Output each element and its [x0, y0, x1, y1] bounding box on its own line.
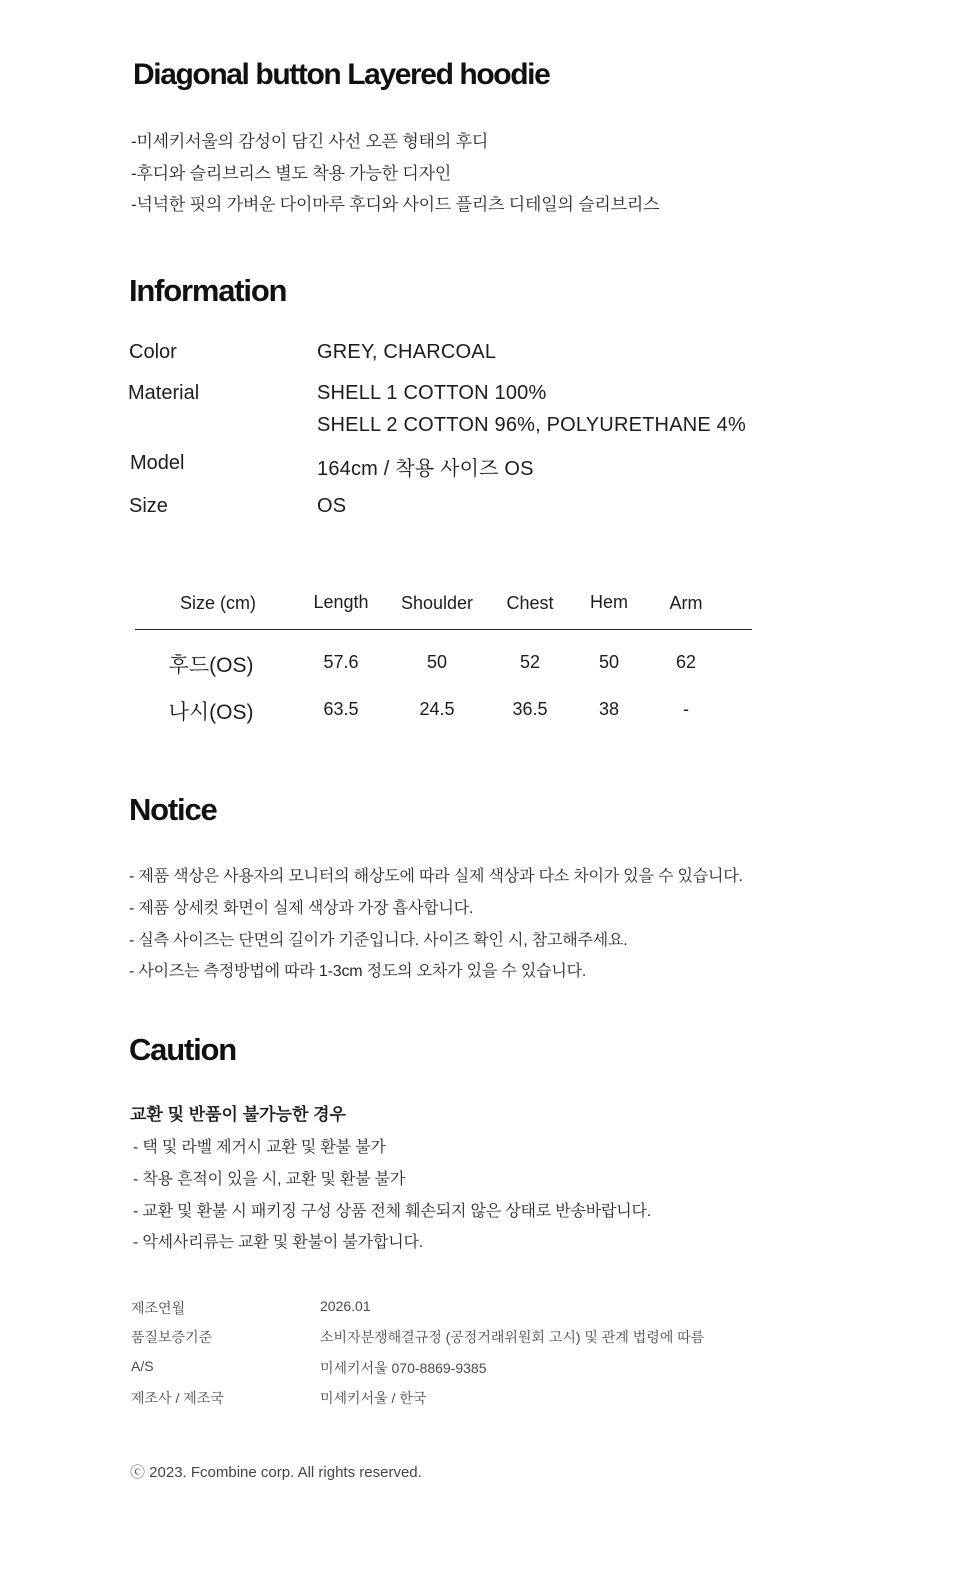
size-table-header-shoulder: Shoulder — [400, 593, 474, 613]
info-label-model: Model — [130, 452, 185, 474]
meta-label-manufacture-date: 제조연월 — [131, 1300, 186, 1316]
size-table-cell: - — [683, 699, 689, 719]
description-line-1: -미세키서울의 감성이 담긴 사선 오픈 형태의 후디 — [131, 132, 489, 151]
size-table-cell: 24.5 — [419, 699, 455, 719]
size-table-divider — [135, 629, 752, 630]
meta-value-quality-standard: 소비자분쟁해결규정 (공정거래위원회 고시) 및 관계 법령에 따름 — [320, 1329, 705, 1345]
size-table-header-chest: Chest — [506, 593, 554, 613]
description-line-2: -후디와 슬리브리스 별도 착용 가능한 디자인 — [131, 164, 452, 183]
caution-line: - 착용 흔적이 있을 시, 교환 및 환불 불가 — [133, 1171, 406, 1188]
description-line-3: -넉넉한 핏의 가벼운 다이마루 후디와 사이드 플리츠 디테일의 슬리브리스 — [131, 195, 660, 214]
product-title: Diagonal button Layered hoodie — [133, 58, 550, 91]
notice-line: - 사이즈는 측정방법에 따라 1-3cm 정도의 오차가 있을 수 있습니다. — [129, 963, 587, 980]
size-table-cell: 63.5 — [323, 699, 359, 719]
size-table-cell: 50 — [426, 652, 448, 672]
caution-line: - 교환 및 환불 시 패키징 구성 상품 전체 훼손되지 않은 상태로 반송바랍니다. — [133, 1203, 651, 1220]
caution-line: - 택 및 라벨 제거시 교환 및 환불 불가 — [133, 1139, 386, 1156]
info-value-material-1: SHELL 1 COTTON 100% — [317, 382, 547, 404]
size-table-cell: 52 — [519, 652, 541, 672]
copyright-text: ⓒ 2023. Fcombine corp. All rights reserved. — [130, 1464, 422, 1481]
caution-subheading: 교환 및 반품이 불가능한 경우 — [130, 1105, 346, 1124]
size-table-cell: 38 — [598, 699, 620, 719]
meta-label-quality-standard: 품질보증기준 — [131, 1329, 213, 1345]
info-value-size: OS — [317, 495, 347, 517]
info-label-color: Color — [129, 341, 177, 363]
info-label-material: Material — [128, 382, 200, 404]
size-table-header-hem: Hem — [589, 592, 629, 612]
size-table-row-name: 나시(OS) — [168, 701, 254, 724]
size-table-header-length: Length — [313, 592, 369, 612]
notice-line: - 실측 사이즈는 단면의 길이가 기준입니다. 사이즈 확인 시, 참고해주세요. — [129, 932, 628, 949]
size-table-cell: 57.6 — [323, 652, 359, 672]
size-table-cell: 36.5 — [512, 699, 548, 719]
notice-line: - 제품 색상은 사용자의 모니터의 해상도에 따라 실제 색상과 다소 차이가 있을 수 있습니다. — [129, 868, 743, 885]
info-label-size: Size — [129, 495, 168, 517]
size-table-cell: 62 — [675, 652, 697, 672]
meta-value-manufacture-date: 2026.01 — [320, 1298, 371, 1314]
meta-value-manufacturer: 미세키서울 / 한국 — [320, 1390, 427, 1406]
notice-line: - 제품 상세컷 화면이 실제 색상과 가장 흡사합니다. — [129, 900, 474, 917]
size-table-cell: 50 — [598, 652, 620, 672]
size-table-header-arm: Arm — [669, 593, 703, 613]
notice-heading: Notice — [129, 792, 217, 827]
size-table-header-size: Size (cm) — [180, 593, 256, 613]
caution-line: - 악세사리류는 교환 및 환불이 불가합니다. — [133, 1234, 423, 1251]
meta-label-manufacturer: 제조사 / 제조국 — [131, 1390, 224, 1406]
caution-heading: Caution — [129, 1032, 236, 1067]
info-value-material-2: SHELL 2 COTTON 96%, POLYURETHANE 4% — [317, 414, 746, 436]
information-heading: Information — [129, 273, 287, 308]
size-table-row-name: 후드(OS) — [168, 654, 254, 677]
meta-value-as: 미세키서울 070-8869-9385 — [320, 1360, 487, 1376]
info-value-color: GREY, CHARCOAL — [317, 341, 497, 363]
info-value-model: 164cm / 착용 사이즈 OS — [317, 458, 534, 480]
meta-label-as: A/S — [131, 1358, 154, 1374]
